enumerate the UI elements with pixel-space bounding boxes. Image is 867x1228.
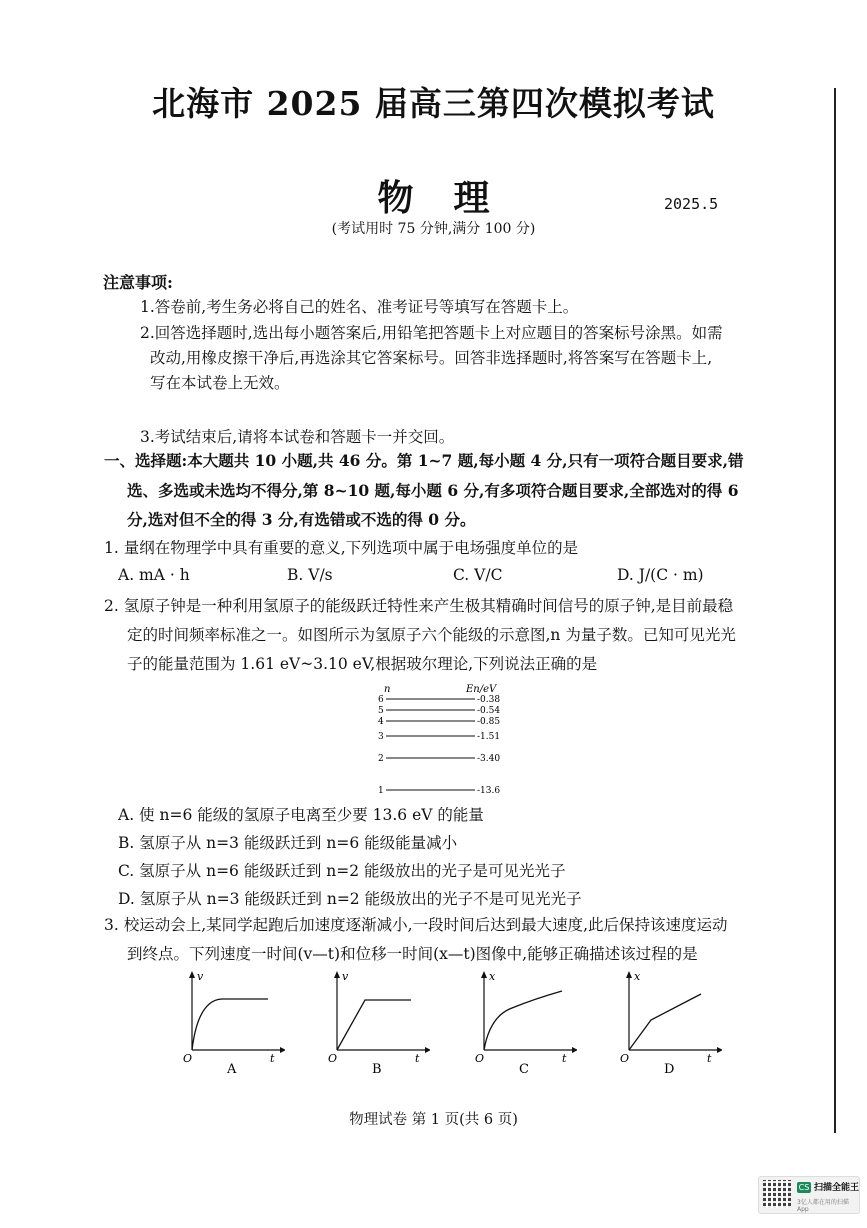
svg-text:v: v bbox=[342, 970, 349, 983]
q1-option-b: B. V/s bbox=[287, 566, 333, 584]
svg-text:O: O bbox=[328, 1052, 338, 1065]
svg-text:O: O bbox=[475, 1052, 485, 1065]
motion-graph-c bbox=[472, 968, 577, 1078]
svg-text:1: 1 bbox=[378, 786, 384, 796]
q1-option-a: A. mA · h bbox=[118, 566, 190, 584]
energy-axis-label: En/eV bbox=[466, 684, 497, 695]
q1-option-c: C. V/C bbox=[453, 566, 503, 584]
page-footer: 物理试卷 第 1 页(共 6 页) bbox=[349, 1112, 518, 1128]
motion-graph-a bbox=[180, 968, 285, 1078]
note-item: 改动,用橡皮擦干净后,再选涂其它答案标号。回答非选择题时,将答案写在答题卡上, bbox=[150, 349, 713, 367]
svg-text:t: t bbox=[707, 1052, 712, 1065]
svg-text:O: O bbox=[183, 1052, 193, 1065]
subject-heading: 物理 bbox=[377, 177, 530, 219]
svg-text:t: t bbox=[270, 1052, 275, 1065]
question-3-stem: 到终点。下列速度一时间(v—t)和位移一时间(x—t)图像中,能够正确描述该过程的是 bbox=[127, 945, 698, 963]
scanner-watermark bbox=[758, 1176, 860, 1214]
scanner-app-name: 扫描全能王 bbox=[814, 1183, 860, 1193]
q2-option-a: A. 使 n=6 能级的氢原子电离至少要 13.6 eV 的能量 bbox=[118, 806, 484, 824]
energy-level bbox=[378, 695, 500, 705]
note-item: 1.答卷前,考生务必将自己的姓名、准考证号等填写在答题卡上。 bbox=[140, 298, 579, 316]
q2-option-d: D. 氢原子从 n=3 能级跃迁到 n=2 能级放出的光子不是可见光光子 bbox=[118, 890, 582, 908]
svg-text:5: 5 bbox=[378, 706, 384, 716]
svg-text:2: 2 bbox=[378, 754, 384, 764]
q1-option-d: D. J/(C · m) bbox=[617, 566, 704, 584]
svg-text:-13.6: -13.6 bbox=[477, 786, 501, 796]
note-item: 写在本试卷上无效。 bbox=[150, 374, 290, 392]
motion-graph-d bbox=[617, 968, 722, 1078]
motion-graph-b bbox=[325, 968, 430, 1078]
svg-text:-3.40: -3.40 bbox=[477, 754, 501, 764]
section-instructions: 一、选择题:本大题共 10 小题,共 46 分。第 1~7 题,每小题 4 分,只有一项符合题目要求,错 bbox=[104, 451, 744, 470]
question-2-stem: 子的能量范围为 1.61 eV~3.10 eV,根据玻尔理论,下列说法正确的是 bbox=[127, 655, 598, 673]
energy-level bbox=[378, 706, 500, 716]
n-axis-label: n bbox=[384, 684, 391, 695]
q2-option-b: B. 氢原子从 n=3 能级跃迁到 n=6 能级能量减小 bbox=[118, 834, 458, 852]
qr-code-overlay bbox=[763, 1180, 791, 1208]
svg-text:D: D bbox=[664, 1062, 675, 1077]
question-2-stem: 定的时间频率标准之一。如图所示为氢原子六个能级的示意图,n 为量子数。已知可见光光 bbox=[127, 626, 736, 644]
svg-text:6: 6 bbox=[378, 695, 384, 705]
binding-rule-line bbox=[834, 88, 836, 1133]
svg-text:v: v bbox=[197, 970, 204, 983]
svg-text:-0.38: -0.38 bbox=[477, 695, 501, 705]
svg-text:-0.54: -0.54 bbox=[477, 706, 501, 716]
svg-text:t: t bbox=[562, 1052, 567, 1065]
question-1-stem: 1. 量纲在物理学中具有重要的意义,下列选项中属于电场强度单位的是 bbox=[104, 539, 579, 557]
svg-text:x: x bbox=[634, 970, 641, 983]
energy-level-diagram bbox=[370, 682, 510, 800]
svg-text:B: B bbox=[372, 1062, 382, 1077]
scanner-app-slogan: 3亿人都在用的扫描App bbox=[797, 1199, 849, 1213]
scanner-logo-icon: CS bbox=[798, 1183, 810, 1192]
question-2-stem: 2. 氢原子钟是一种利用氢原子的能级跃迁特性来产生极其精确时间信号的原子钟,是目前最稳 bbox=[104, 597, 734, 615]
exam-date: 2025.5 bbox=[664, 195, 719, 213]
notes-heading: 注意事项: bbox=[103, 273, 173, 292]
section-instructions: 分,选对但不全的得 3 分,有选错或不选的得 0 分。 bbox=[127, 510, 476, 529]
svg-text:x: x bbox=[489, 970, 496, 983]
svg-text:3: 3 bbox=[378, 732, 384, 742]
energy-level bbox=[378, 732, 500, 742]
q2-option-c: C. 氢原子从 n=6 能级跃迁到 n=2 能级放出的光子是可见光光子 bbox=[118, 862, 566, 880]
note-item: 2.回答选择题时,选出每小题答案后,用铅笔把答题卡上对应题目的答案标号涂黑。如需 bbox=[140, 324, 723, 342]
svg-text:O: O bbox=[620, 1052, 630, 1065]
energy-level bbox=[378, 786, 500, 796]
exam-duration: (考试用时 75 分钟,满分 100 分) bbox=[331, 221, 536, 237]
energy-level bbox=[378, 754, 500, 764]
note-item: 3.考试结束后,请将本试卷和答题卡一并交回。 bbox=[140, 428, 455, 446]
section-instructions: 选、多选或未选均不得分,第 8~10 题,每小题 6 分,有多项符合题目要求,全部选对的得 6 bbox=[127, 481, 739, 500]
exam-title: 北海市 2025 届高三第四次模拟考试 bbox=[152, 84, 715, 123]
question-3-stem: 3. 校运动会上,某同学起跑后加速度逐渐减小,一段时间后达到最大速度,此后保持该速度运动 bbox=[104, 916, 728, 934]
svg-text:-0.85: -0.85 bbox=[477, 717, 501, 727]
svg-text:t: t bbox=[415, 1052, 420, 1065]
svg-text:C: C bbox=[519, 1062, 529, 1077]
svg-text:A: A bbox=[227, 1062, 237, 1077]
svg-text:-1.51: -1.51 bbox=[477, 732, 501, 742]
svg-text:4: 4 bbox=[378, 717, 384, 727]
energy-level bbox=[378, 717, 500, 727]
